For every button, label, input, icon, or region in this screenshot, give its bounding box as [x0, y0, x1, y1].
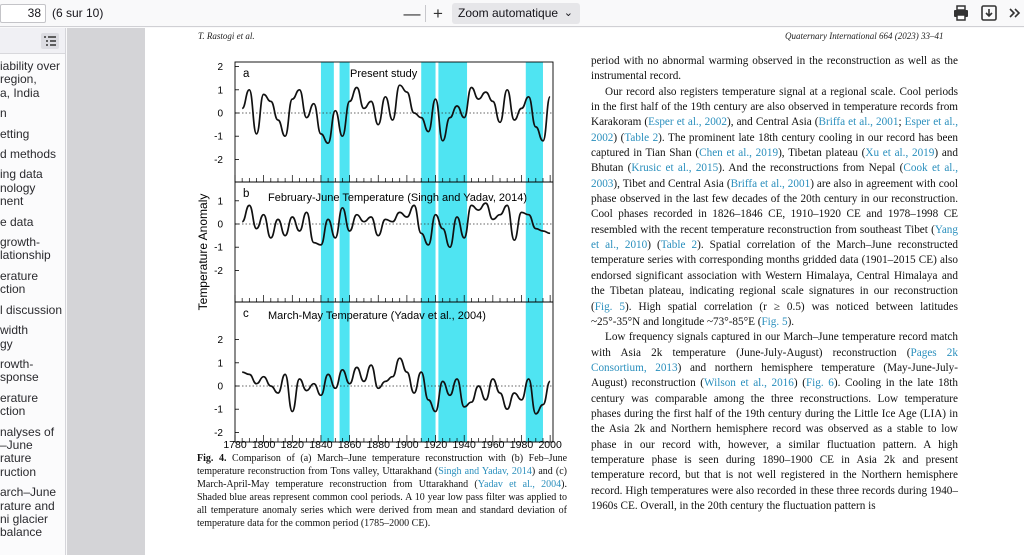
x-tick-label: 1800: [251, 439, 276, 448]
outline-item[interactable]: erature: [0, 269, 39, 283]
body-text: ), Tibetan plateau (: [778, 147, 866, 160]
body-text: ), and Central Asia (: [726, 116, 819, 129]
body-text: ). High spatial correlation (r ≥ 0.5) was noticed between latitudes ~25°-35°N and longitude ~73°-85°E (: [591, 300, 958, 328]
x-tick-label: 1920: [423, 439, 448, 448]
zoom-select[interactable]: [452, 3, 580, 24]
outline-item[interactable]: rature: [0, 452, 32, 466]
citation-link[interactable]: Wilson et al., 2016: [704, 377, 794, 390]
citation-link[interactable]: Pages 2k Consortium, 2013: [591, 346, 958, 374]
citation-link[interactable]: Fig. 6: [805, 377, 834, 390]
panel-letter: c: [243, 308, 249, 320]
x-tick-label: 1940: [452, 439, 476, 448]
y-tick-label: 2: [217, 335, 223, 347]
outline-item[interactable]: iability over: [0, 60, 61, 73]
outline-item[interactable]: gy: [0, 337, 13, 351]
page-count-label: (6 sur 10): [52, 6, 104, 20]
panel-title: March-May Temperature (Yadav et al., 2004): [268, 310, 486, 322]
citation-link[interactable]: Yadav et al., 2004: [477, 479, 562, 490]
body-text: Low frequency signals captured in our March–June temperature record match with Asia 2k temperature (June-July-August) reconstruction (: [591, 331, 958, 359]
body-text: ) (: [793, 377, 806, 390]
body-text: ). Cooling in the late 18th century was comparable among the three reconstructions. Low temperature phases during the first half of the 19th century during the Little Ice Age (LIA) in the Asia 2k and Northern hemisphere record was observed as a stable to low phase in our record with, however, a similar fluctuation pattern. A high temperature phase is seen during 1890–1900 CE in Asia 2k and present temperature record, but that is not well registered in the Northern hemisphere record. High temperatures were also recorded in these three records during 1940–1960s CE. Overall, in the 20th century the fluctuation pattern is: [591, 377, 958, 512]
outline-item[interactable]: d methods: [0, 148, 57, 162]
x-tick-label: 1780: [223, 439, 247, 448]
running-header-authors: T. Rastogi et al.: [198, 31, 255, 41]
body-text: ;: [898, 116, 905, 129]
citation-link[interactable]: Chen et al., 2019: [699, 147, 779, 160]
y-tick-label: -1: [214, 131, 223, 143]
x-tick-label: 1880: [366, 439, 390, 448]
x-tick-label: 1820: [280, 439, 304, 448]
zoom-in-button[interactable]: +: [433, 4, 443, 23]
print-icon[interactable]: [952, 4, 970, 22]
x-tick-label: 1840: [309, 439, 333, 448]
body-text: ) and northern hemisphere temperature (May-June-July-August) reconstruction (: [591, 361, 958, 390]
body-column-right: [591, 54, 958, 514]
x-tick-label: 2000: [538, 439, 562, 448]
panel-letter: b: [243, 188, 250, 200]
panel-letter: a: [243, 68, 250, 80]
outline-item[interactable]: nalyses of: [0, 425, 55, 439]
body-paragraph: [591, 85, 958, 331]
citation-link[interactable]: Briffa et al., 2001: [818, 116, 899, 129]
outline-item[interactable]: etting: [0, 127, 30, 141]
outline-item[interactable]: ction: [0, 283, 26, 297]
caption-text: ). Shaded blue areas represent common cool periods. A 10 year low pass filter was applied to all temperature anomaly series which were derived from mean and standard deviation of temperature data for the common period (1785–2000 CE).: [197, 479, 568, 529]
series-line-a: [242, 85, 550, 143]
sidebar: [0, 28, 66, 555]
y-tick-label: 2: [217, 62, 223, 74]
outline-item[interactable]: rature and: [0, 499, 55, 513]
running-header-journal: Quaternary International 664 (2023) 33–41: [785, 31, 944, 41]
citation-link[interactable]: Krusic et al., 2015: [631, 162, 719, 175]
outline-item[interactable]: ni glacier: [0, 512, 49, 526]
outline-list: [0, 60, 66, 540]
body-text: ) are also in agreement with cool phase observed in the last few decades of the 20th century in our reconstruction. Cool phases recorded in 1826–1846 CE, 1910–1920 CE and 1978–1998 CE resembled with the recent temperature reconstruction from southeast Tibet (: [591, 177, 958, 236]
save-icon[interactable]: [980, 4, 998, 22]
outline-item[interactable]: –June: [0, 438, 33, 452]
outline-item[interactable]: nology: [0, 181, 36, 195]
citation-link[interactable]: Esper et al., 2002: [648, 116, 727, 129]
citation-link[interactable]: Singh and Yadav, 2014: [438, 466, 532, 477]
body-text: ) and Bhutan (: [591, 147, 958, 175]
y-tick-label: 1: [217, 358, 223, 370]
pdf-page: [145, 28, 1024, 555]
outline-item[interactable]: balance: [0, 526, 43, 540]
y-tick-label: -2: [214, 154, 223, 166]
page-number-input[interactable]: 38: [0, 4, 46, 23]
sidebar-header: [0, 28, 66, 54]
zoom-select-value: Zoom automatique: [458, 6, 559, 20]
toolbar-divider: [425, 5, 426, 22]
outline-item[interactable]: sponse: [0, 371, 39, 385]
series-line-f: [242, 203, 550, 247]
cool-period-shade: [526, 62, 543, 442]
citation-link[interactable]: Esper et al., 2002: [591, 116, 959, 144]
outline-item[interactable]: erature: [0, 391, 39, 405]
chevron-down-icon: ⌄: [563, 7, 573, 19]
figure-4-chart: [195, 56, 570, 448]
body-text: ) (: [613, 131, 625, 144]
body-text: ). The prominent late 18th century cooling in our record has been captured in Tian Shan (: [591, 131, 959, 160]
body-text: ). Spatial correlation of the March–June reconstructed temperature series with corresponding months gridded data (1901–2015 CE) also endorsed significant association with Western Himalaya, Central Himalaya and the Tibetan plateau, indicating regional scale signatures in our reconstruction (: [591, 239, 959, 313]
figure-caption-label: Fig. 4.: [197, 453, 227, 464]
outline-item[interactable]: growth-: [0, 236, 41, 250]
outline-item[interactable]: rowth-: [0, 357, 34, 371]
cool-period-shade: [438, 62, 467, 442]
body-text: ) (: [647, 239, 661, 252]
panel-title: February-June Temperature (Singh and Yadav, 2014): [268, 192, 528, 204]
citation-link[interactable]: Briffa et al., 2001: [730, 177, 811, 190]
x-tick-label: 1980: [509, 439, 534, 448]
figure-caption: [197, 452, 567, 530]
citation-link[interactable]: Cook et al., 2003: [591, 162, 958, 190]
citation-link[interactable]: Table 2: [624, 131, 659, 144]
body-paragraph: period with no abnormal warming observed in the reconstruction as well as the instrumental record.: [591, 55, 958, 83]
caption-text: ) and (c) March-April-May temperature reconstruction from Uttarakhand (: [197, 466, 567, 490]
y-tick-label: -1: [214, 404, 223, 416]
body-paragraph: [591, 330, 958, 514]
body-text: ). And the reconstructions from Nepal (: [718, 162, 904, 175]
outline-item[interactable]: width: [0, 324, 29, 338]
body-text: ), Tibet and Central Asia (: [613, 177, 731, 190]
outline-item[interactable]: e data: [0, 215, 34, 229]
outline-item[interactable]: lationship: [0, 249, 51, 263]
x-tick-label: 1900: [395, 439, 419, 448]
caption-text: Comparison of (a) March–June temperature reconstruction with (b) Feb–June temperature reconstruction from Tons valley, Uttarakhand (: [197, 453, 568, 477]
outline-list-icon[interactable]: [40, 32, 60, 50]
citation-link[interactable]: Yang et al., 2010: [591, 223, 958, 252]
zoom-out-button[interactable]: —: [403, 4, 421, 23]
x-tick-label: 1960: [481, 439, 505, 448]
y-tick-label: 1: [217, 85, 223, 97]
outline-item[interactable]: ing data: [0, 168, 43, 182]
outline-item[interactable]: l discussion: [0, 303, 63, 317]
outline-item[interactable]: nent: [0, 195, 24, 209]
y-tick-label: 1: [217, 196, 223, 208]
x-tick-label: 1860: [337, 439, 362, 448]
y-tick-label: 0: [217, 108, 223, 120]
citation-link[interactable]: Fig. 5: [594, 300, 626, 313]
y-axis-label: Temperature Anomaly: [196, 193, 210, 311]
pdf-toolbar: [0, 0, 1024, 27]
outline-item[interactable]: a, India: [0, 86, 40, 100]
document-viewer[interactable]: [67, 28, 1024, 555]
outline-item[interactable]: arch–June: [0, 486, 57, 500]
cool-period-shade: [340, 62, 350, 442]
citation-link[interactable]: Fig. 5: [761, 315, 788, 328]
outline-item[interactable]: n: [0, 107, 7, 121]
y-tick-label: -2: [214, 265, 223, 277]
panel-title: Present study: [350, 68, 418, 80]
y-tick-label: -2: [214, 427, 223, 439]
outline-item[interactable]: region,: [0, 73, 37, 87]
y-tick-label: 0: [217, 219, 223, 231]
y-tick-label: 0: [217, 381, 223, 393]
body-text: ).: [787, 315, 795, 328]
outline-item[interactable]: ruction: [0, 465, 37, 479]
y-tick-label: -1: [214, 242, 223, 254]
citation-link[interactable]: Xu et al., 2019: [865, 147, 935, 160]
double-chevron-right-icon[interactable]: [1006, 4, 1024, 22]
citation-link[interactable]: Table 2: [660, 239, 698, 252]
outline-item[interactable]: ction: [0, 405, 26, 419]
body-text: Our record also registers temperature signal at a regional scale. Cool periods in the first half of the 19th century are also observed in temperature records from Karakoram (: [591, 85, 958, 129]
